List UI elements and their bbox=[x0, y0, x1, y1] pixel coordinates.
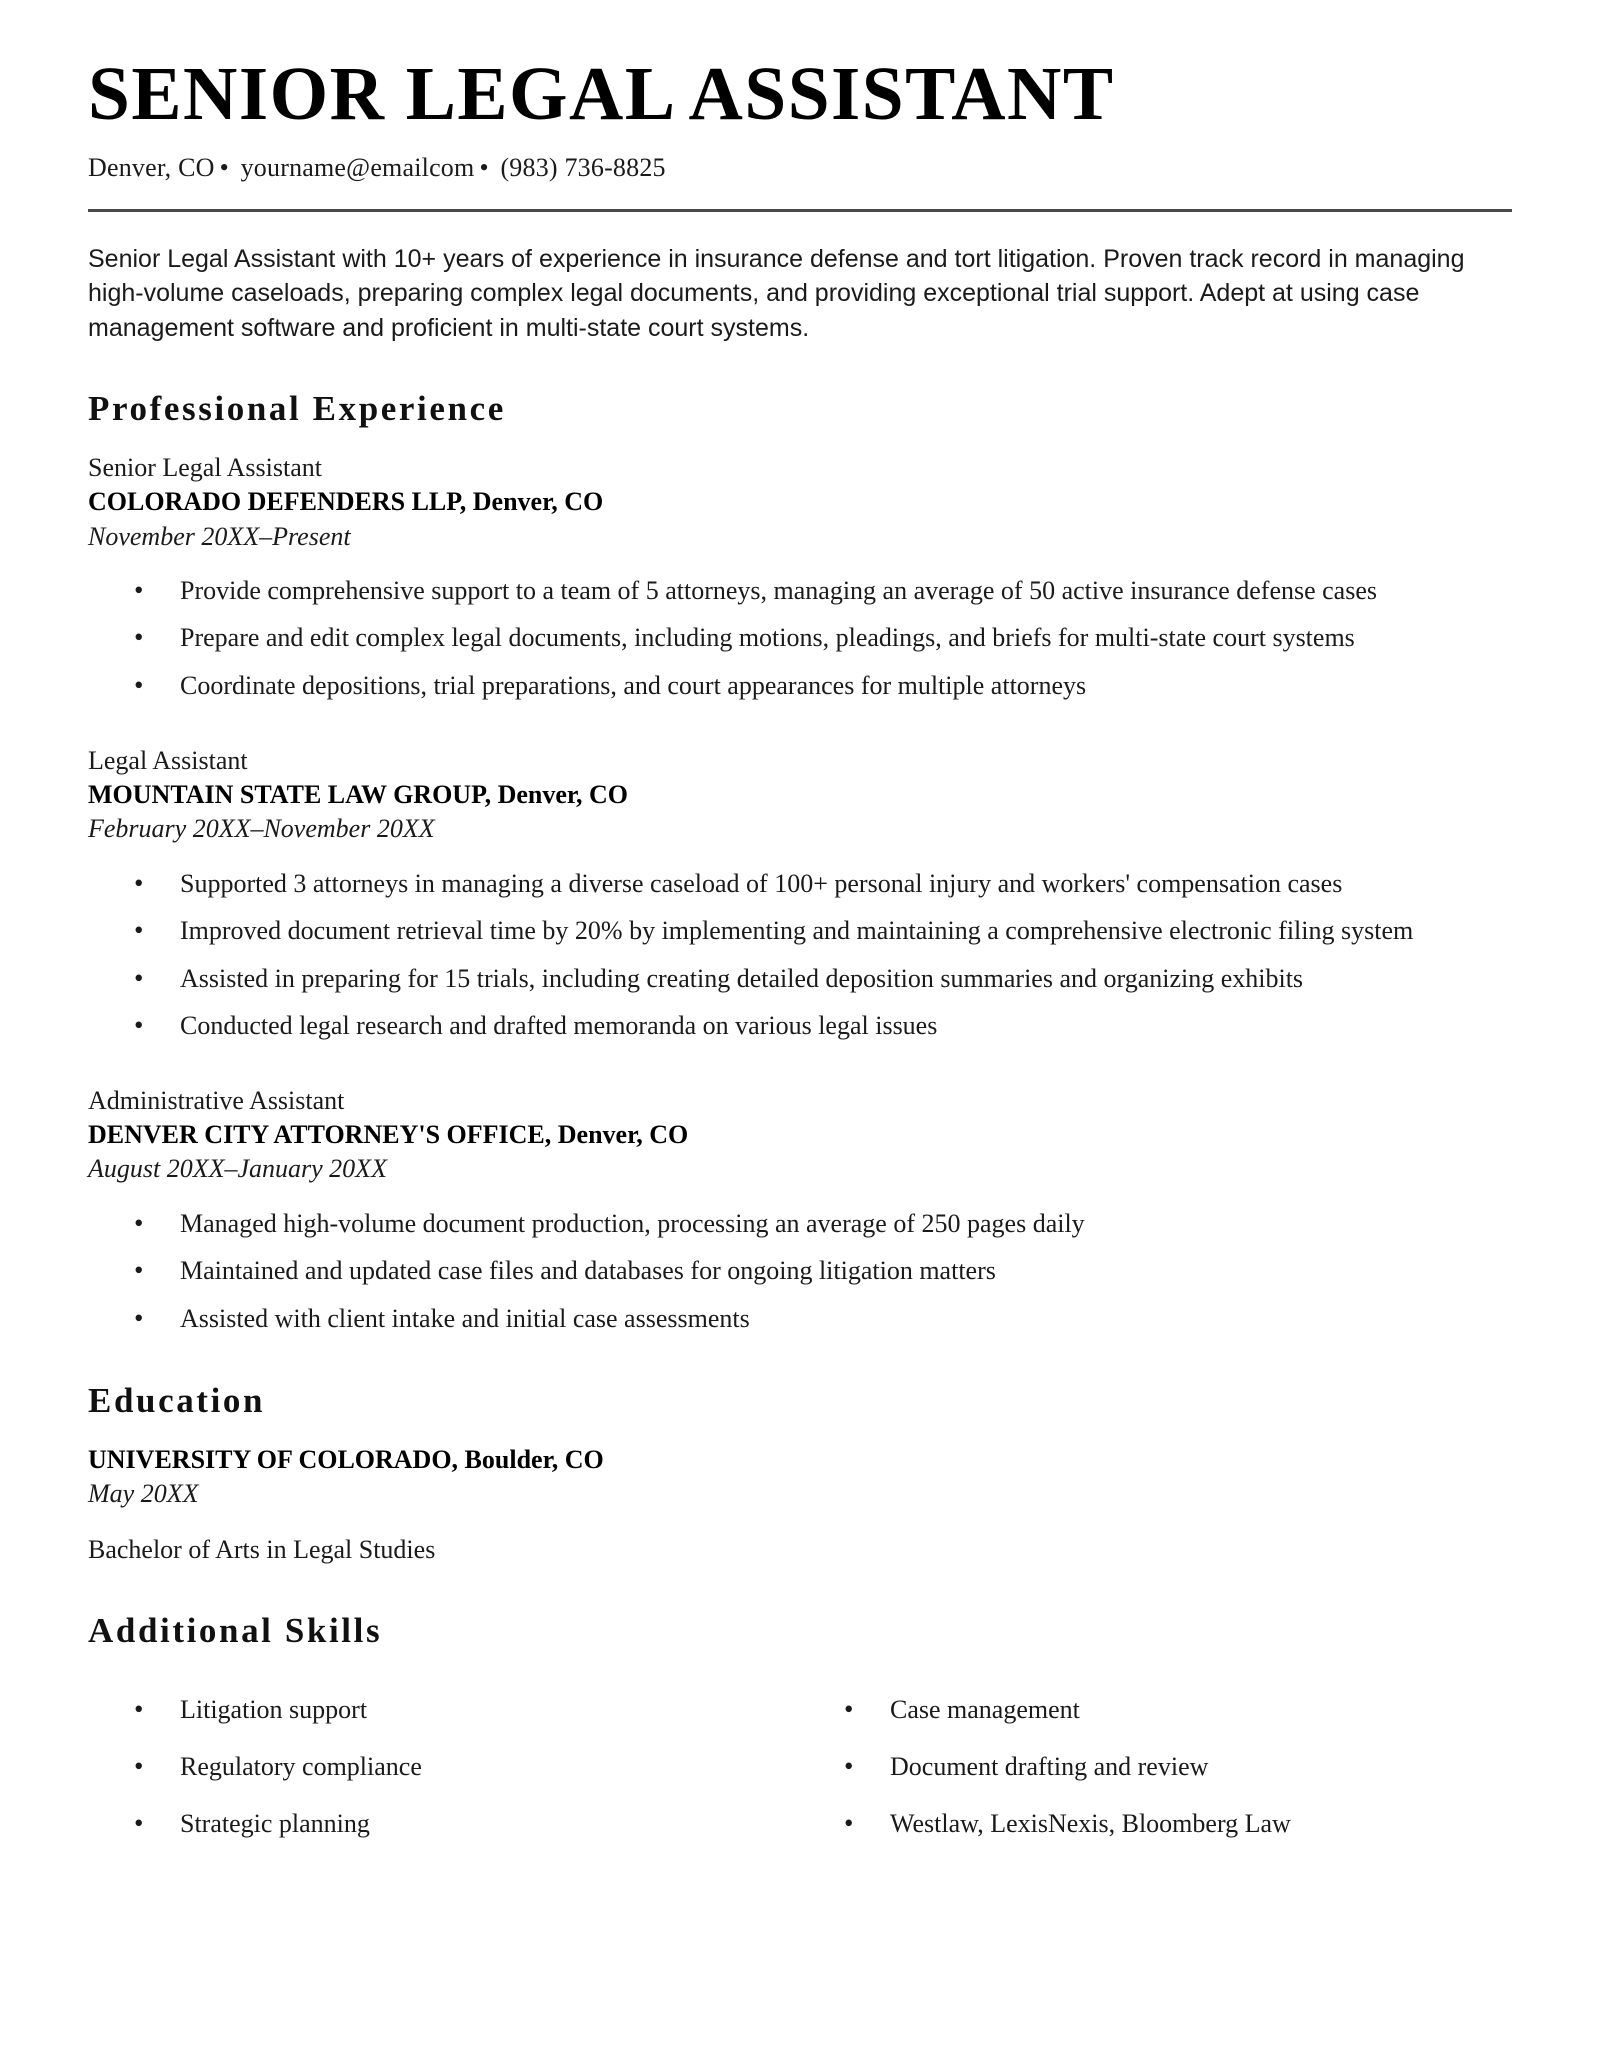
contact-separator-2: • bbox=[479, 153, 489, 182]
skills-list-left bbox=[88, 1693, 800, 1841]
header-divider bbox=[88, 209, 1512, 212]
graduation-date: May 20XX bbox=[88, 1478, 199, 1508]
experience-entry bbox=[88, 1084, 1512, 1337]
section-professional-experience bbox=[88, 389, 1512, 1337]
section-additional-skills bbox=[88, 1611, 1512, 1863]
job-title: Legal Assistant bbox=[88, 745, 248, 775]
experience-entry bbox=[88, 744, 1512, 1044]
list-item: • Managed high-volume document production, processing an average of 250 pages daily bbox=[88, 1207, 1512, 1242]
list-item: • Westlaw, LexisNexis, Bloomberg Law bbox=[800, 1807, 1512, 1842]
company-name: MOUNTAIN STATE LAW GROUP, Denver, CO bbox=[88, 779, 629, 809]
contact-email[interactable]: yourname@emailcom bbox=[240, 153, 475, 182]
list-item: • Assisted with client intake and initial case assessments bbox=[88, 1302, 1512, 1337]
job-dates: August 20XX–January 20XX bbox=[88, 1154, 387, 1184]
job-title: Administrative Assistant bbox=[88, 1085, 345, 1115]
professional-summary: Senior Legal Assistant with 10+ years of experience in insurance defense and tort litigation. Proven track record in managing high-volume caseloads, preparing complex legal documents, and providing exceptional trial support. Adept at using case management software and proficient in multi-state court systems. bbox=[88, 245, 1465, 342]
degree-name: Bachelor of Arts in Legal Studies bbox=[88, 1535, 436, 1565]
list-item: • Provide comprehensive support to a team of 5 attorneys, managing an average of 50 active insurance defense cases bbox=[88, 574, 1512, 609]
job-bullet-list bbox=[88, 574, 1512, 704]
section-heading-skills: Additional Skills bbox=[88, 1611, 383, 1651]
contact-separator-1: • bbox=[219, 153, 229, 182]
skills-list-right bbox=[800, 1693, 1512, 1841]
contact-location: Denver, CO bbox=[88, 153, 215, 182]
list-item: • Supported 3 attorneys in managing a diverse caseload of 100+ personal injury and workers' compensation cases bbox=[88, 867, 1512, 902]
section-heading-experience: Professional Experience bbox=[88, 388, 506, 428]
section-heading-education: Education bbox=[88, 1380, 266, 1420]
list-item: • Prepare and edit complex legal documents, including motions, pleadings, and briefs for multi-state court systems bbox=[88, 621, 1512, 656]
job-bullet-list bbox=[88, 1207, 1512, 1337]
list-item: • Case management bbox=[800, 1693, 1512, 1728]
skills-column-left bbox=[88, 1673, 800, 1863]
list-item: • Regulatory compliance bbox=[88, 1750, 800, 1785]
job-dates: February 20XX–November 20XX bbox=[88, 814, 435, 844]
company-name: COLORADO DEFENDERS LLP, Denver, CO bbox=[88, 487, 604, 517]
section-education bbox=[88, 1381, 1512, 1568]
list-item: • Strategic planning bbox=[88, 1807, 800, 1842]
list-item: • Document drafting and review bbox=[800, 1750, 1512, 1785]
school-name: UNIVERSITY OF COLORADO, Boulder, CO bbox=[88, 1444, 604, 1474]
resume-header bbox=[88, 0, 1512, 212]
job-dates: November 20XX–Present bbox=[88, 521, 351, 551]
list-item: • Assisted in preparing for 15 trials, including creating detailed deposition summaries and organizing exhibits bbox=[88, 962, 1512, 997]
skills-grid bbox=[88, 1673, 1512, 1863]
contact-phone[interactable]: (983) 736-8825 bbox=[500, 153, 666, 182]
list-item: • Litigation support bbox=[88, 1693, 800, 1728]
skills-column-right bbox=[800, 1673, 1512, 1863]
job-title: Senior Legal Assistant bbox=[88, 452, 322, 482]
contact-line bbox=[88, 152, 1512, 183]
list-item: • Coordinate depositions, trial preparations, and court appearances for multiple attorneys bbox=[88, 669, 1512, 704]
job-bullet-list bbox=[88, 867, 1512, 1044]
page-title: SENIOR LEGAL ASSISTANT bbox=[88, 52, 1115, 136]
company-name: DENVER CITY ATTORNEY'S OFFICE, Denver, CO bbox=[88, 1120, 689, 1150]
list-item: • Maintained and updated case files and databases for ongoing litigation matters bbox=[88, 1254, 1512, 1289]
list-item: • Conducted legal research and drafted memoranda on various legal issues bbox=[88, 1009, 1512, 1044]
list-item: • Improved document retrieval time by 20% by implementing and maintaining a comprehensive electronic filing system bbox=[88, 914, 1512, 949]
experience-entry bbox=[88, 451, 1512, 704]
